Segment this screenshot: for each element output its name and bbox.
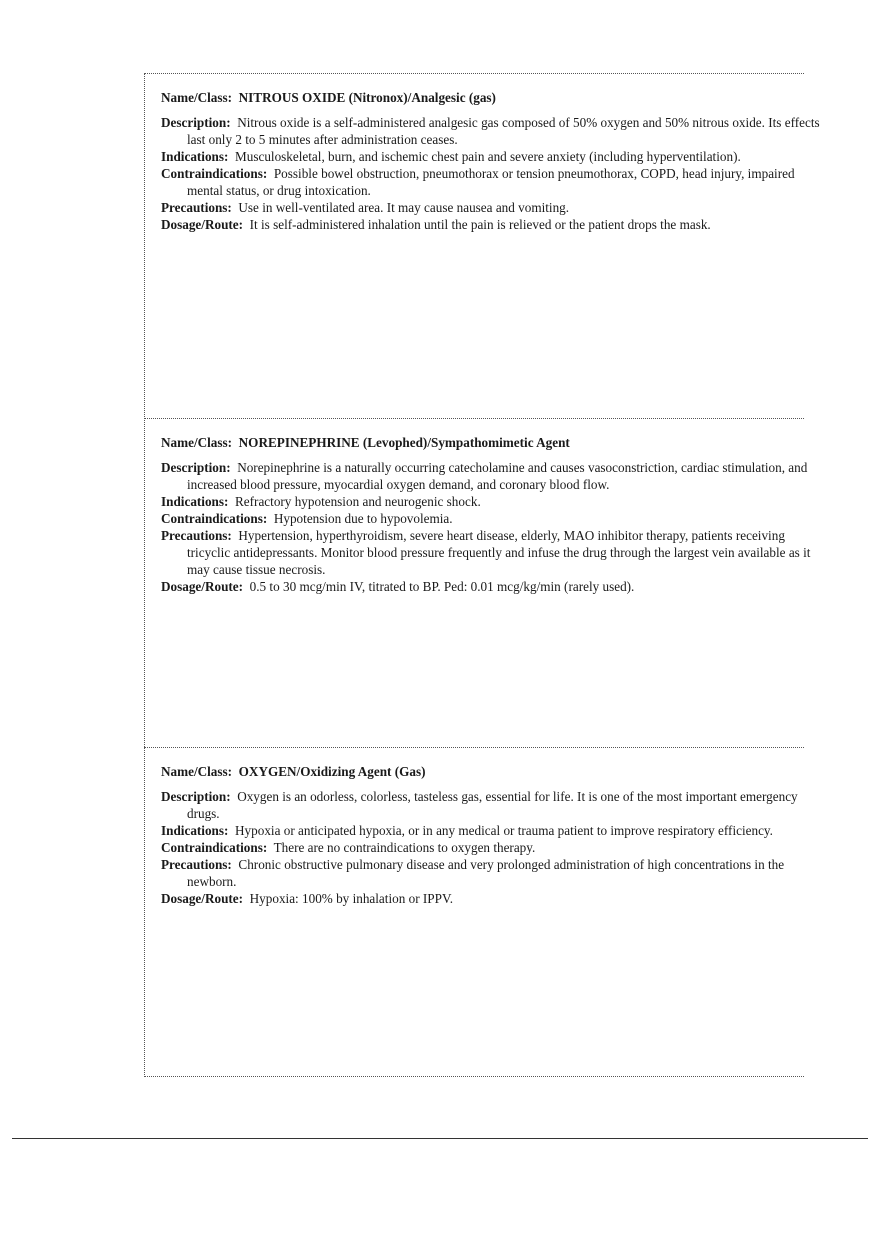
field-label: Contraindications:: [161, 511, 268, 526]
name-class-line: [161, 763, 804, 780]
field-text: Musculoskeletal, burn, and ischemic chest pain and severe anxiety (including hyperventilation).: [235, 149, 741, 164]
field-text: Use in well-ventilated area. It may cause nausea and vomiting.: [238, 200, 570, 215]
name-class-value: NOREPINEPHRINE (Levophed)/Sympathomimetic Agent: [238, 435, 570, 450]
precautions-field: [161, 199, 827, 216]
drug-card-oxygen: [144, 747, 804, 1077]
field-label: Contraindications:: [161, 840, 268, 855]
description-field: [161, 459, 827, 493]
name-class-line: [161, 434, 804, 451]
field-text: 0.5 to 30 mcg/min IV, titrated to BP. Ped: 0.01 mcg/kg/min (rarely used).: [249, 579, 635, 594]
field-text: It is self-administered inhalation until the pain is relieved or the patient drops the mask.: [249, 217, 711, 232]
field-label: Description:: [161, 789, 231, 804]
field-text: Chronic obstructive pulmonary disease and very prolonged administration of high concentrations in the newborn.: [187, 857, 785, 889]
field-text: Possible bowel obstruction, pneumothorax or tension pneumothorax, COPD, head injury, impaired mental status, or drug intoxication.: [187, 166, 795, 198]
precautions-field: [161, 527, 827, 578]
dosage-route-field: [161, 216, 827, 233]
dosage-route-field: [161, 890, 827, 907]
field-label: Precautions:: [161, 857, 232, 872]
description-field: [161, 788, 827, 822]
field-label: Precautions:: [161, 528, 232, 543]
field-text: Norepinephrine is a naturally occurring catecholamine and causes vasoconstriction, cardiac stimulation, and increased blood pressure, myocardial oxygen demand, and coronary blood flow.: [187, 460, 808, 492]
footer-divider: [12, 1138, 868, 1139]
name-class-line: [161, 89, 804, 106]
indications-field: [161, 148, 827, 165]
field-text: Hypertension, hyperthyroidism, severe heart disease, elderly, MAO inhibitor therapy, patients receiving tricyclic antidepressants. Monitor blood pressure frequently and infuse the drug through the largest vein available as it may cause tissue necrosis.: [187, 528, 811, 577]
drug-card-nitrous-oxide: [144, 73, 820, 418]
field-label: Contraindications:: [161, 166, 268, 181]
name-class-label: Name/Class:: [161, 764, 233, 779]
field-label: Indications:: [161, 823, 229, 838]
indications-field: [161, 822, 827, 839]
field-label: Indications:: [161, 494, 229, 509]
field-label: Description:: [161, 460, 231, 475]
description-field: [161, 114, 827, 148]
field-text: Refractory hypotension and neurogenic shock.: [235, 494, 481, 509]
contraindications-field: [161, 165, 827, 199]
field-label: Dosage/Route:: [161, 217, 244, 232]
field-label: Dosage/Route:: [161, 891, 244, 906]
cutout-bottom-border: [144, 1076, 804, 1077]
precautions-field: [161, 856, 827, 890]
contraindications-field: [161, 839, 827, 856]
name-class-label: Name/Class:: [161, 90, 233, 105]
field-label: Dosage/Route:: [161, 579, 244, 594]
field-text: There are no contraindications to oxygen therapy.: [273, 840, 536, 855]
name-class-value: OXYGEN/Oxidizing Agent (Gas): [238, 764, 426, 779]
drug-card-norepinephrine: [144, 418, 811, 747]
field-label: Precautions:: [161, 200, 232, 215]
field-text: Hypotension due to hypovolemia.: [273, 511, 453, 526]
name-class-label: Name/Class:: [161, 435, 233, 450]
field-text: Hypoxia or anticipated hypoxia, or in any medical or trauma patient to improve respiratory efficiency.: [235, 823, 773, 838]
dosage-route-field: [161, 578, 827, 595]
field-text: Hypoxia: 100% by inhalation or IPPV.: [249, 891, 454, 906]
field-label: Description:: [161, 115, 231, 130]
indications-field: [161, 493, 827, 510]
field-text: Oxygen is an odorless, colorless, tasteless gas, essential for life. It is one of the most important emergency drugs.: [187, 789, 798, 821]
field-label: Indications:: [161, 149, 229, 164]
name-class-value: NITROUS OXIDE (Nitronox)/Analgesic (gas): [238, 90, 496, 105]
contraindications-field: [161, 510, 827, 527]
field-text: Nitrous oxide is a self-administered analgesic gas composed of 50% oxygen and 50% nitrous oxide. Its effects last only 2 to 5 minutes after administration ceases.: [187, 115, 820, 147]
